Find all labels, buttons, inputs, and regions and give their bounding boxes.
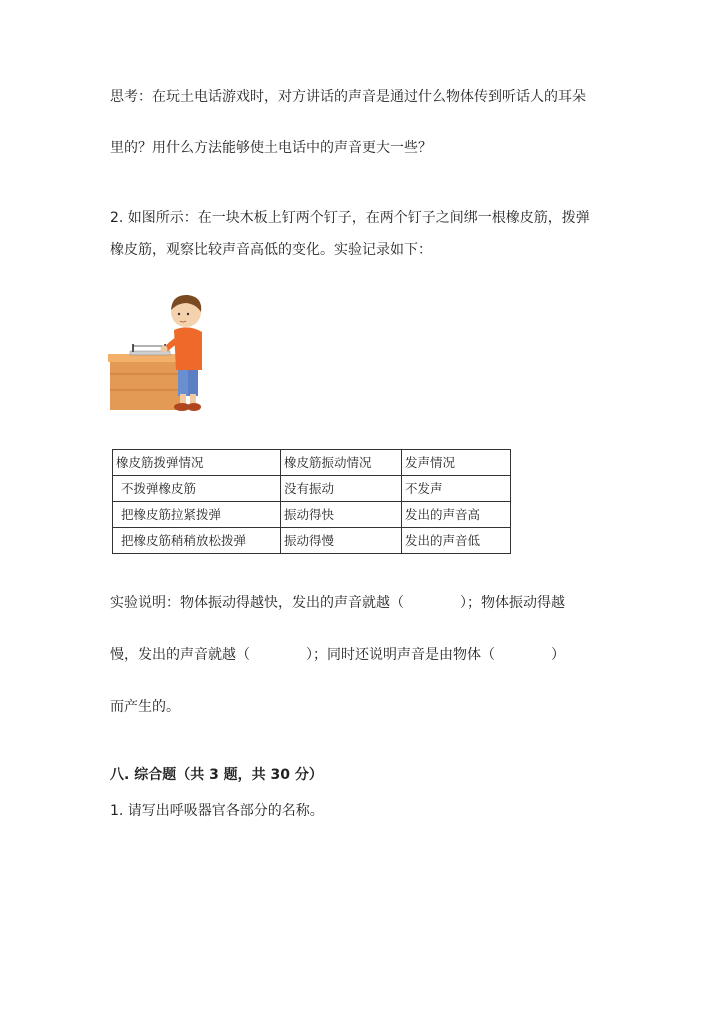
table-cell: 没有振动 (281, 476, 402, 502)
table-cell: 不发声 (402, 476, 511, 502)
table-front (110, 360, 180, 410)
think-line-1: 思考：在玩土电话游戏时，对方讲话的声音是通过什么物体传到听话人的耳朵 (110, 89, 586, 105)
question-2-line-1: 2. 如图所示：在一块木板上钉两个钉子，在两个钉子之间绑一根橡皮筋，拨弹 (110, 210, 590, 226)
table-cell: 振动得快 (281, 502, 402, 528)
table-cell: 把橡皮筋稍稍放松拨弹 (113, 528, 281, 554)
table-cell: 发出的声音低 (402, 528, 511, 554)
table-row (113, 476, 511, 502)
table-header-cell: 橡皮筋振动情况 (281, 450, 402, 476)
experiment-record-table (112, 449, 511, 554)
table-cell: 把橡皮筋拉紧拨弹 (113, 502, 281, 528)
table-header-cell: 橡皮筋拨弹情况 (113, 450, 281, 476)
table-header-row (113, 450, 511, 476)
think-line-2: 里的？用什么方法能够使土电话中的声音更大一些？ (110, 140, 432, 156)
explanation-line-1: 实验说明：物体振动得越快，发出的声音就越（ ）；物体振动得越 (110, 595, 565, 611)
boy-shorts (178, 366, 188, 396)
table-cell: 不拨弹橡皮筋 (113, 476, 281, 502)
explanation-line-3: 而产生的。 (110, 699, 180, 715)
question-2-line-2: 橡皮筋，观察比较声音高低的变化。实验记录如下： (110, 242, 432, 258)
table-header-cell: 发声情况 (402, 450, 511, 476)
boy-experiment-illustration (108, 290, 204, 412)
nail-icon (132, 344, 134, 352)
section-8-title: 八. 综合题（共 3 题，共 30 分） (110, 767, 323, 783)
boy-shirt (174, 327, 202, 370)
table-row (113, 502, 511, 528)
section-8-question-1: 1. 请写出呼吸器官各部分的名称。 (110, 803, 324, 819)
explanation-line-2: 慢，发出的声音就越（ ）；同时还说明声音是由物体（ ） (110, 647, 565, 663)
table-cell: 振动得慢 (281, 528, 402, 554)
table-row (113, 528, 511, 554)
table-cell: 发出的声音高 (402, 502, 511, 528)
